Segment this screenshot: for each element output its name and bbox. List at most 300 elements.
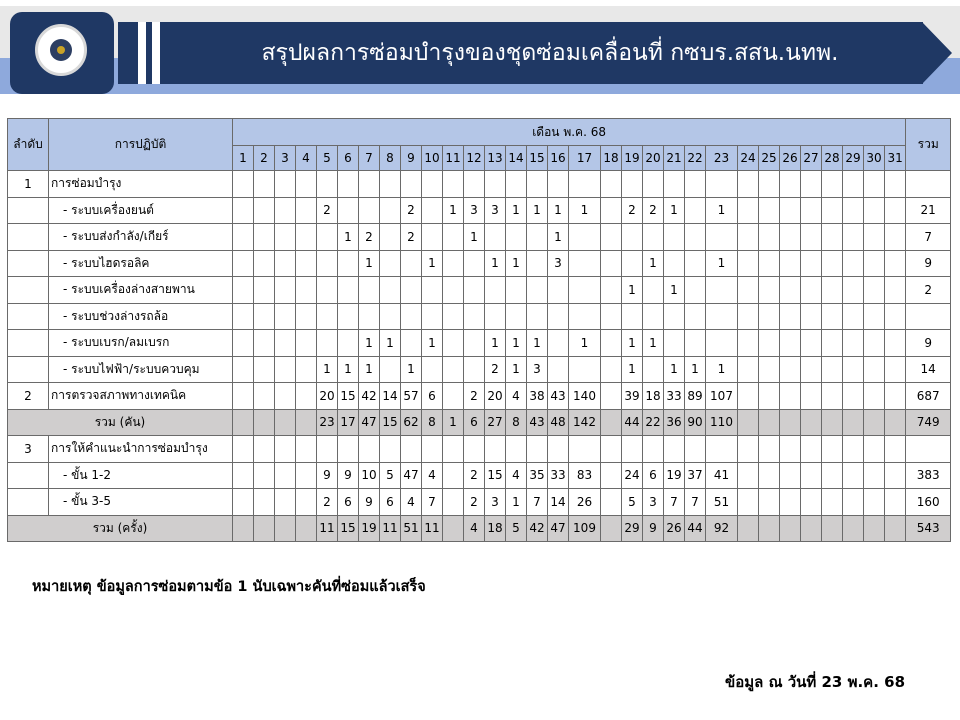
day-cell: 1 — [622, 356, 643, 383]
day-cell — [780, 409, 801, 436]
day-cell — [601, 250, 622, 277]
day-cell: 27 — [485, 409, 506, 436]
day-cell — [843, 409, 864, 436]
day-header: 28 — [822, 146, 843, 171]
day-header: 12 — [464, 146, 485, 171]
day-cell: 5 — [506, 515, 527, 542]
day-cell — [643, 224, 664, 251]
day-cell — [506, 171, 527, 198]
day-cell — [601, 224, 622, 251]
day-cell — [780, 224, 801, 251]
day-cell — [254, 409, 275, 436]
day-cell — [643, 303, 664, 330]
day-cell — [296, 197, 317, 224]
day-cell: 15 — [338, 515, 359, 542]
day-cell — [296, 409, 317, 436]
day-cell — [822, 330, 843, 357]
day-cell — [780, 330, 801, 357]
day-cell — [885, 224, 906, 251]
day-cell — [685, 224, 706, 251]
day-cell — [601, 383, 622, 410]
day-cell: 47 — [548, 515, 569, 542]
day-cell — [506, 224, 527, 251]
day-cell: 3 — [527, 356, 548, 383]
day-cell: 1 — [359, 330, 380, 357]
day-cell — [664, 171, 685, 198]
day-cell: 43 — [527, 409, 548, 436]
day-cell: 20 — [485, 383, 506, 410]
day-cell: 1 — [401, 356, 422, 383]
row-label: - ระบบไฟฟ้า/ระบบควบคุม — [49, 356, 233, 383]
row-seq — [8, 330, 49, 357]
day-cell — [359, 303, 380, 330]
day-cell — [822, 436, 843, 463]
day-cell: 7 — [422, 489, 443, 516]
day-cell: 1 — [422, 330, 443, 357]
day-cell — [233, 356, 254, 383]
day-cell — [296, 489, 317, 516]
row-label: การซ่อมบำรุง — [49, 171, 233, 198]
day-header: 8 — [380, 146, 401, 171]
day-cell — [296, 250, 317, 277]
col-header-seq: ลำดับ — [8, 119, 49, 171]
day-cell — [569, 356, 601, 383]
table-row — [8, 197, 951, 224]
row-label: - ระบบเบรก/ลมเบรก — [49, 330, 233, 357]
day-cell — [422, 197, 443, 224]
day-cell — [422, 356, 443, 383]
day-cell: 33 — [548, 462, 569, 489]
day-cell — [275, 462, 296, 489]
day-cell — [843, 383, 864, 410]
day-cell — [738, 489, 759, 516]
day-cell — [380, 250, 401, 277]
day-cell — [780, 171, 801, 198]
day-cell: 1 — [622, 277, 643, 304]
day-cell — [401, 171, 422, 198]
day-cell — [233, 171, 254, 198]
day-cell: 2 — [464, 462, 485, 489]
table-row — [8, 171, 951, 198]
day-cell: 35 — [527, 462, 548, 489]
day-cell — [233, 515, 254, 542]
day-cell — [622, 436, 643, 463]
day-cell — [443, 489, 464, 516]
day-cell — [759, 409, 780, 436]
day-header: 17 — [569, 146, 601, 171]
day-cell: 4 — [506, 462, 527, 489]
day-cell — [643, 356, 664, 383]
day-cell — [759, 277, 780, 304]
day-cell — [780, 197, 801, 224]
row-seq — [8, 303, 49, 330]
day-cell — [254, 171, 275, 198]
row-total: 21 — [906, 197, 951, 224]
day-cell — [464, 356, 485, 383]
day-cell — [569, 277, 601, 304]
day-cell — [801, 436, 822, 463]
title-bar-arrow — [922, 22, 952, 84]
day-cell: 3 — [485, 197, 506, 224]
day-cell — [233, 409, 254, 436]
day-cell — [643, 436, 664, 463]
day-cell — [759, 436, 780, 463]
day-cell: 1 — [359, 250, 380, 277]
row-seq: 3 — [8, 436, 49, 463]
day-cell: 110 — [706, 409, 738, 436]
day-cell — [317, 277, 338, 304]
day-cell — [443, 436, 464, 463]
day-cell: 24 — [622, 462, 643, 489]
day-cell — [443, 515, 464, 542]
day-cell — [443, 171, 464, 198]
day-cell: 14 — [548, 489, 569, 516]
day-cell — [359, 197, 380, 224]
header-decor-stripe — [152, 22, 160, 84]
day-cell: 51 — [401, 515, 422, 542]
day-header: 3 — [275, 146, 296, 171]
day-cell — [738, 515, 759, 542]
day-cell — [601, 515, 622, 542]
day-cell — [685, 197, 706, 224]
day-cell — [485, 224, 506, 251]
day-cell — [569, 250, 601, 277]
day-cell: 89 — [685, 383, 706, 410]
day-cell: 62 — [401, 409, 422, 436]
logo-box — [10, 12, 114, 94]
day-header: 9 — [401, 146, 422, 171]
day-cell — [801, 409, 822, 436]
day-cell: 47 — [401, 462, 422, 489]
day-cell: 10 — [359, 462, 380, 489]
day-header: 26 — [780, 146, 801, 171]
day-cell — [664, 436, 685, 463]
day-cell — [864, 171, 885, 198]
day-cell: 20 — [317, 383, 338, 410]
table-row — [8, 277, 951, 304]
day-cell — [506, 303, 527, 330]
day-cell: 2 — [485, 356, 506, 383]
day-cell: 7 — [685, 489, 706, 516]
day-cell: 7 — [527, 489, 548, 516]
day-cell: 9 — [643, 515, 664, 542]
day-cell — [822, 303, 843, 330]
day-cell: 8 — [422, 409, 443, 436]
summary-row — [8, 515, 951, 542]
day-cell — [664, 224, 685, 251]
day-cell — [822, 224, 843, 251]
day-cell — [296, 383, 317, 410]
day-cell — [601, 303, 622, 330]
day-cell — [601, 171, 622, 198]
day-header: 14 — [506, 146, 527, 171]
row-total — [906, 303, 951, 330]
day-cell — [759, 197, 780, 224]
row-total: 160 — [906, 489, 951, 516]
day-cell — [485, 436, 506, 463]
day-cell — [296, 224, 317, 251]
day-cell — [275, 171, 296, 198]
day-cell — [233, 462, 254, 489]
day-cell — [338, 330, 359, 357]
page-title: สรุปผลการซ่อมบำรุงของชุดซ่อมเคลื่อนที่ กซบร.สสน.นทพ. — [261, 40, 839, 66]
day-cell — [233, 436, 254, 463]
day-cell — [296, 277, 317, 304]
day-cell: 1 — [464, 224, 485, 251]
day-cell — [317, 436, 338, 463]
day-cell: 6 — [643, 462, 664, 489]
day-cell: 4 — [401, 489, 422, 516]
day-cell — [548, 303, 569, 330]
day-cell: 18 — [643, 383, 664, 410]
day-cell — [254, 436, 275, 463]
day-cell — [864, 197, 885, 224]
day-header: 18 — [601, 146, 622, 171]
day-cell — [822, 515, 843, 542]
day-cell: 1 — [664, 356, 685, 383]
day-cell: 1 — [569, 197, 601, 224]
row-label: - ขั้น 1-2 — [49, 462, 233, 489]
day-cell — [401, 277, 422, 304]
day-cell: 3 — [643, 489, 664, 516]
day-cell — [843, 277, 864, 304]
day-cell: 1 — [664, 277, 685, 304]
day-cell — [801, 171, 822, 198]
day-cell — [738, 462, 759, 489]
day-cell: 1 — [685, 356, 706, 383]
day-cell: 1 — [380, 330, 401, 357]
day-cell — [359, 436, 380, 463]
day-cell — [780, 462, 801, 489]
day-cell — [843, 515, 864, 542]
day-cell: 1 — [506, 489, 527, 516]
day-cell — [738, 356, 759, 383]
day-cell: 33 — [664, 383, 685, 410]
day-cell — [464, 330, 485, 357]
day-cell — [885, 436, 906, 463]
day-cell — [233, 250, 254, 277]
day-cell: 29 — [622, 515, 643, 542]
day-cell: 9 — [359, 489, 380, 516]
day-cell: 92 — [706, 515, 738, 542]
day-cell — [706, 171, 738, 198]
day-cell — [422, 277, 443, 304]
day-cell — [864, 409, 885, 436]
day-cell — [548, 356, 569, 383]
day-cell — [801, 489, 822, 516]
day-cell — [822, 383, 843, 410]
day-cell: 26 — [569, 489, 601, 516]
day-cell — [885, 330, 906, 357]
day-cell: 5 — [380, 462, 401, 489]
day-cell — [759, 383, 780, 410]
day-cell: 1 — [706, 197, 738, 224]
day-cell — [864, 489, 885, 516]
day-cell — [801, 303, 822, 330]
day-cell — [864, 224, 885, 251]
day-cell: 44 — [622, 409, 643, 436]
day-cell — [380, 197, 401, 224]
day-cell: 36 — [664, 409, 685, 436]
day-cell — [801, 250, 822, 277]
day-cell: 15 — [380, 409, 401, 436]
day-cell — [685, 171, 706, 198]
day-cell — [485, 303, 506, 330]
row-label: การตรวจสภาพทางเทคนิค — [49, 383, 233, 410]
day-cell — [401, 330, 422, 357]
day-cell: 1 — [506, 197, 527, 224]
day-cell: 6 — [464, 409, 485, 436]
day-cell — [706, 436, 738, 463]
day-cell — [622, 171, 643, 198]
day-cell — [864, 303, 885, 330]
day-cell: 14 — [380, 383, 401, 410]
day-cell — [780, 383, 801, 410]
day-cell — [738, 436, 759, 463]
day-cell: 2 — [464, 489, 485, 516]
day-cell — [843, 436, 864, 463]
day-cell — [506, 436, 527, 463]
day-cell — [296, 356, 317, 383]
day-cell — [548, 436, 569, 463]
day-cell — [843, 330, 864, 357]
day-cell — [801, 224, 822, 251]
day-cell: 17 — [338, 409, 359, 436]
table-row — [8, 489, 951, 516]
day-cell — [738, 250, 759, 277]
day-cell — [738, 409, 759, 436]
day-cell — [233, 303, 254, 330]
day-cell — [685, 436, 706, 463]
day-cell — [801, 515, 822, 542]
day-cell: 37 — [685, 462, 706, 489]
day-cell — [569, 171, 601, 198]
day-cell — [759, 356, 780, 383]
day-cell: 2 — [317, 197, 338, 224]
day-cell — [664, 303, 685, 330]
day-cell: 23 — [317, 409, 338, 436]
row-label: การให้คำแนะนำการซ่อมบำรุง — [49, 436, 233, 463]
day-cell: 83 — [569, 462, 601, 489]
day-cell — [759, 515, 780, 542]
day-cell — [338, 171, 359, 198]
day-cell — [317, 224, 338, 251]
day-cell: 2 — [622, 197, 643, 224]
day-cell — [885, 197, 906, 224]
day-header: 2 — [254, 146, 275, 171]
day-header: 10 — [422, 146, 443, 171]
day-cell: 2 — [401, 224, 422, 251]
day-cell — [706, 303, 738, 330]
day-header: 23 — [706, 146, 738, 171]
day-cell — [317, 250, 338, 277]
day-cell — [706, 224, 738, 251]
table-row — [8, 383, 951, 410]
day-header: 11 — [443, 146, 464, 171]
day-cell — [601, 197, 622, 224]
row-total — [906, 171, 951, 198]
day-cell — [822, 171, 843, 198]
day-cell — [527, 250, 548, 277]
day-header: 20 — [643, 146, 664, 171]
day-cell — [738, 330, 759, 357]
day-cell — [254, 383, 275, 410]
day-cell — [601, 356, 622, 383]
day-cell — [443, 250, 464, 277]
day-cell — [738, 197, 759, 224]
day-cell — [822, 409, 843, 436]
day-cell — [275, 224, 296, 251]
day-cell — [780, 436, 801, 463]
day-cell — [843, 171, 864, 198]
day-cell: 8 — [506, 409, 527, 436]
day-cell — [380, 303, 401, 330]
day-cell: 1 — [317, 356, 338, 383]
day-cell — [485, 277, 506, 304]
row-total: 383 — [906, 462, 951, 489]
day-cell: 9 — [338, 462, 359, 489]
day-cell — [885, 356, 906, 383]
day-cell: 2 — [464, 383, 485, 410]
footnote: หมายเหตุ ข้อมูลการซ่อมตามข้อ 1 นับเฉพาะคันที่ซ่อมแล้วเสร็จ — [32, 579, 426, 595]
row-label: - ระบบช่วงล่างรถล้อ — [49, 303, 233, 330]
row-label: รวม (ครั้ง) — [8, 515, 233, 542]
day-header: 6 — [338, 146, 359, 171]
day-cell — [338, 197, 359, 224]
day-cell: 1 — [506, 250, 527, 277]
table-row — [8, 436, 951, 463]
day-cell — [443, 356, 464, 383]
col-header-month: เดือน พ.ค. 68 — [233, 119, 906, 146]
day-cell: 19 — [359, 515, 380, 542]
day-cell: 22 — [643, 409, 664, 436]
day-cell: 1 — [506, 356, 527, 383]
day-cell — [338, 250, 359, 277]
day-cell — [275, 330, 296, 357]
day-cell — [864, 515, 885, 542]
day-header: 15 — [527, 146, 548, 171]
day-cell — [759, 330, 780, 357]
day-header: 22 — [685, 146, 706, 171]
day-cell: 1 — [443, 197, 464, 224]
day-cell: 142 — [569, 409, 601, 436]
day-cell — [801, 462, 822, 489]
day-cell — [359, 171, 380, 198]
day-cell — [464, 303, 485, 330]
day-cell — [275, 383, 296, 410]
day-cell — [738, 383, 759, 410]
day-cell: 1 — [338, 224, 359, 251]
day-cell — [643, 171, 664, 198]
day-cell — [738, 171, 759, 198]
day-cell — [885, 515, 906, 542]
day-cell — [780, 250, 801, 277]
day-cell: 1 — [643, 250, 664, 277]
day-cell — [664, 250, 685, 277]
day-cell — [759, 250, 780, 277]
day-cell — [622, 303, 643, 330]
day-cell — [738, 277, 759, 304]
day-cell: 6 — [338, 489, 359, 516]
day-cell — [822, 250, 843, 277]
day-cell — [254, 515, 275, 542]
day-cell: 6 — [380, 489, 401, 516]
day-cell — [506, 277, 527, 304]
day-cell: 51 — [706, 489, 738, 516]
day-cell — [801, 356, 822, 383]
day-cell — [759, 171, 780, 198]
day-cell — [401, 303, 422, 330]
